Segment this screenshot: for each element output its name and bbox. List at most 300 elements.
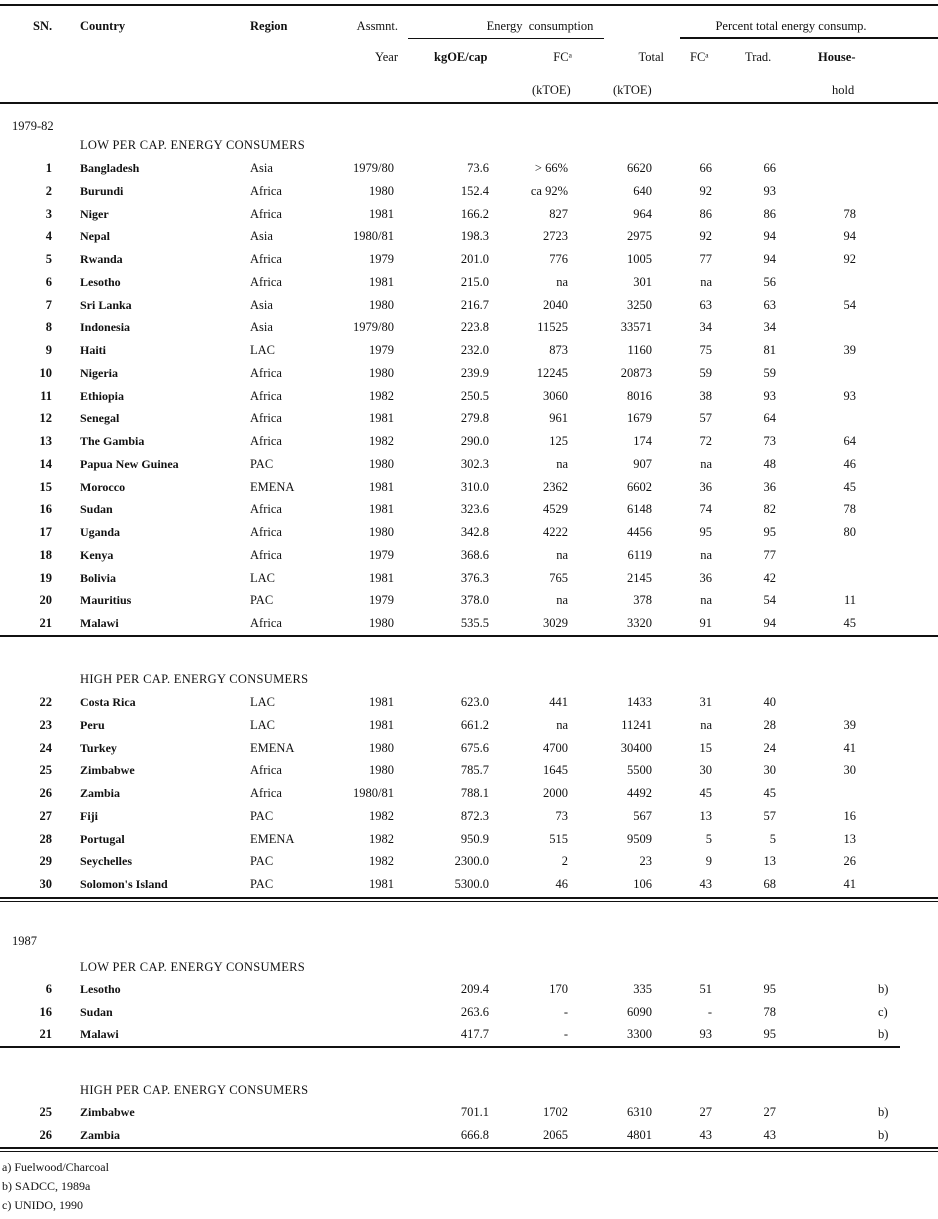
- table-row: [0, 548, 938, 564]
- group-title: HIGH PER CAP. ENERGY CONSUMERS: [80, 1083, 309, 1097]
- cell-total: 106: [633, 877, 652, 891]
- cell-fc-pct: 36: [699, 479, 712, 494]
- cell-fc-pct: 43: [699, 877, 712, 891]
- cell-country: Fiji: [80, 808, 98, 823]
- cell-note: c): [878, 1004, 888, 1019]
- cell-total: 335: [633, 982, 652, 996]
- cell-sn: 9: [45, 343, 52, 357]
- cell-fc: 46: [555, 877, 568, 891]
- cell-trad: 28: [763, 717, 776, 732]
- cell-household: 46: [843, 456, 856, 471]
- cell-region: PAC: [250, 808, 274, 823]
- cell-country: Malawi: [80, 1027, 119, 1041]
- table-row: [0, 434, 938, 450]
- cell-country: Lesotho: [80, 274, 121, 289]
- cell-kgoe: 198.3: [460, 229, 489, 244]
- table-row: [0, 389, 938, 405]
- header-country: Country: [80, 19, 126, 33]
- cell-year: 1981: [369, 502, 394, 517]
- table-row: [0, 786, 938, 802]
- cell-total: 23: [639, 854, 652, 869]
- cell-total: 6310: [627, 1105, 652, 1119]
- cell-kgoe: 623.0: [460, 695, 489, 709]
- table-row: [0, 298, 938, 314]
- table-row: [0, 616, 938, 632]
- header-percent-total: Percent total energy consump.: [715, 19, 867, 33]
- table-row: [0, 741, 938, 757]
- table-row: [0, 343, 938, 359]
- cell-fc-pct: 92: [699, 229, 712, 244]
- cell-trad: 66: [763, 161, 776, 175]
- cell-region: Africa: [250, 525, 282, 539]
- cell-country: Sudan: [80, 502, 113, 517]
- cell-household: 78: [843, 206, 856, 221]
- table-row: [0, 593, 938, 609]
- cell-country: Zimbabwe: [80, 1105, 135, 1119]
- cell-note: b): [878, 1027, 889, 1041]
- cell-country: Zambia: [80, 786, 121, 800]
- cell-sn: 7: [45, 297, 52, 312]
- cell-kgoe: 675.6: [460, 740, 489, 755]
- cell-trad: 40: [763, 695, 776, 709]
- cell-country: Bolivia: [80, 570, 117, 585]
- cell-region: EMENA: [250, 479, 295, 494]
- cell-region: EMENA: [250, 831, 295, 846]
- cell-country: Bangladesh: [80, 161, 140, 175]
- top-rule: [0, 4, 938, 6]
- cell-total: 640: [633, 183, 652, 198]
- cell-household: 94: [843, 229, 856, 244]
- cell-trad: 42: [763, 570, 776, 585]
- cell-sn: 10: [39, 365, 52, 380]
- cell-trad: 54: [763, 593, 776, 608]
- cell-fc: > 66%: [534, 161, 568, 175]
- table-row: [0, 1128, 938, 1144]
- cell-fc: 125: [549, 434, 568, 448]
- cell-note: b): [878, 982, 889, 996]
- cell-fc-pct: 63: [699, 297, 712, 312]
- cell-kgoe: 376.3: [460, 570, 489, 585]
- cell-country: Nigeria: [80, 365, 118, 380]
- cell-total: 5500: [627, 763, 652, 778]
- cell-household: 41: [843, 877, 856, 891]
- cell-trad: 81: [763, 343, 776, 357]
- header-sn: SN.: [33, 19, 53, 33]
- cell-trad: 56: [763, 274, 776, 289]
- cell-fc: -: [563, 1027, 568, 1041]
- cell-region: Africa: [250, 434, 282, 448]
- cell-region: Africa: [250, 365, 282, 380]
- table-double-rule-bottom: [0, 1151, 938, 1152]
- cell-fc: 2: [561, 854, 568, 869]
- cell-fc: 4222: [543, 525, 568, 539]
- header-trad: Trad.: [745, 50, 772, 64]
- cell-fc-pct: 13: [699, 808, 712, 823]
- cell-region: Africa: [250, 502, 282, 517]
- cell-year: 1982: [369, 854, 394, 869]
- cell-trad: 59: [763, 365, 776, 380]
- cell-year: 1979: [369, 593, 394, 608]
- cell-total: 2145: [627, 570, 652, 585]
- cell-sn: 18: [39, 547, 52, 562]
- cell-fc: 961: [549, 411, 568, 426]
- cell-sn: 20: [39, 593, 52, 608]
- cell-sn: 2: [45, 183, 52, 198]
- cell-year: 1979: [369, 547, 394, 562]
- cell-country: Haiti: [80, 343, 106, 357]
- cell-sn: 5: [45, 252, 52, 266]
- cell-fc-pct: na: [700, 456, 712, 471]
- cell-country: Malawi: [80, 616, 119, 630]
- cell-fc-pct: 34: [699, 320, 712, 335]
- cell-kgoe: 785.7: [460, 763, 489, 778]
- cell-fc: 4700: [543, 740, 568, 755]
- cell-sn: 16: [39, 502, 52, 517]
- period-label: 1987: [12, 934, 37, 948]
- group-title: LOW PER CAP. ENERGY CONSUMERS: [80, 960, 306, 974]
- cell-trad: 27: [763, 1105, 776, 1119]
- table-row: [0, 252, 938, 268]
- cell-trad: 94: [763, 616, 776, 630]
- cell-region: Asia: [250, 297, 273, 312]
- cell-year: 1982: [369, 434, 394, 448]
- cell-year: 1981: [369, 717, 394, 732]
- cell-year: 1981: [369, 695, 394, 709]
- cell-trad: 36: [763, 479, 776, 494]
- cell-region: Africa: [250, 183, 282, 198]
- cell-kgoe: 209.4: [460, 982, 489, 996]
- cell-household: 78: [843, 502, 856, 517]
- table-row: [0, 275, 938, 291]
- cell-household: 26: [843, 854, 856, 869]
- cell-region: PAC: [250, 877, 274, 891]
- cell-sn: 1: [45, 161, 52, 175]
- cell-trad: 63: [763, 297, 776, 312]
- group-title: LOW PER CAP. ENERGY CONSUMERS: [80, 138, 306, 152]
- header-kgoe: kgOE/cap: [434, 50, 488, 64]
- cell-household: 13: [843, 831, 856, 846]
- cell-region: PAC: [250, 854, 274, 869]
- cell-trad: 95: [763, 982, 776, 996]
- cell-fc: 4529: [543, 502, 568, 517]
- cell-kgoe: 263.6: [460, 1004, 489, 1019]
- cell-region: Africa: [250, 411, 282, 426]
- cell-fc: 765: [549, 570, 568, 585]
- table-row: [0, 320, 938, 336]
- cell-trad: 73: [763, 434, 776, 448]
- cell-country: Indonesia: [80, 320, 131, 335]
- cell-sn: 23: [39, 717, 52, 732]
- cell-country: Morocco: [80, 479, 126, 494]
- cell-total: 1679: [627, 411, 652, 426]
- cell-region: Africa: [250, 206, 282, 221]
- cell-fc-pct: 92: [699, 183, 712, 198]
- cell-trad: 48: [763, 456, 776, 471]
- cell-trad: 77: [763, 547, 776, 562]
- cell-fc-pct: 77: [699, 252, 712, 266]
- cell-year: 1980: [369, 740, 394, 755]
- cell-fc-pct: 9: [705, 854, 712, 869]
- header-assmnt: Assmnt.: [356, 19, 398, 33]
- cell-trad: 86: [763, 206, 776, 221]
- cell-trad: 45: [763, 786, 776, 800]
- header-fc-unit: (kTOE): [532, 83, 571, 97]
- cell-region: LAC: [250, 695, 275, 709]
- cell-kgoe: 201.0: [460, 252, 489, 266]
- cell-trad: 94: [763, 229, 776, 244]
- cell-kgoe: 239.9: [460, 365, 489, 380]
- cell-year: 1980: [369, 365, 394, 380]
- cell-country: Kenya: [80, 547, 114, 562]
- table-row: [0, 832, 938, 848]
- cell-household: 41: [843, 740, 856, 755]
- cell-region: Africa: [250, 252, 282, 266]
- cell-region: Africa: [250, 274, 282, 289]
- cell-sn: 14: [39, 456, 52, 471]
- cell-country: Ethiopia: [80, 388, 125, 403]
- cell-year: 1980: [369, 183, 394, 198]
- cell-total: 4801: [627, 1127, 652, 1142]
- cell-fc: na: [556, 456, 568, 471]
- table-row: [0, 982, 938, 998]
- cell-fc-pct: 38: [699, 388, 712, 403]
- cell-year: 1980: [369, 456, 394, 471]
- table-row: [0, 502, 938, 518]
- cell-trad: 93: [763, 183, 776, 198]
- cell-fc-pct: 43: [699, 1127, 712, 1142]
- cell-total: 378: [633, 593, 652, 608]
- cell-fc-pct: 72: [699, 434, 712, 448]
- header-bottom-rule: [0, 102, 938, 104]
- cell-fc-pct: 27: [699, 1105, 712, 1119]
- cell-total: 567: [633, 808, 652, 823]
- cell-fc-pct: 45: [699, 786, 712, 800]
- cell-country: Portugal: [80, 831, 125, 846]
- cell-country: Rwanda: [80, 252, 123, 266]
- cell-kgoe: 368.6: [460, 547, 489, 562]
- cell-fc: 2362: [543, 479, 568, 494]
- cell-country: Turkey: [80, 740, 117, 755]
- cell-year: 1982: [369, 388, 394, 403]
- cell-country: Burundi: [80, 183, 124, 198]
- cell-fc-pct: 31: [699, 695, 712, 709]
- cell-fc-pct: 74: [699, 502, 712, 517]
- cell-kgoe: 215.0: [460, 274, 489, 289]
- cell-country: Peru: [80, 717, 105, 732]
- cell-region: Africa: [250, 388, 282, 403]
- cell-fc: 776: [549, 252, 568, 266]
- cell-fc-pct: 75: [699, 343, 712, 357]
- cell-country: Costa Rica: [80, 695, 136, 709]
- cell-sn: 25: [39, 1105, 52, 1119]
- group-rule: [0, 1046, 900, 1048]
- cell-year: 1981: [369, 411, 394, 426]
- cell-region: Africa: [250, 616, 282, 630]
- cell-country: Sudan: [80, 1004, 113, 1019]
- cell-sn: 21: [39, 616, 52, 630]
- cell-region: Africa: [250, 786, 282, 800]
- table-row: [0, 763, 938, 779]
- cell-kgoe: 232.0: [460, 343, 489, 357]
- cell-fc: 2040: [543, 297, 568, 312]
- cell-country: Senegal: [80, 411, 120, 426]
- cell-total: 33571: [620, 320, 652, 335]
- table-row: [0, 184, 938, 200]
- cell-fc: 441: [549, 695, 568, 709]
- cell-sn: 12: [39, 411, 52, 426]
- cell-sn: 28: [39, 831, 52, 846]
- energy-group-rule: [408, 38, 604, 39]
- cell-sn: 25: [39, 763, 52, 778]
- cell-year: 1982: [369, 808, 394, 823]
- table-row: [0, 718, 938, 734]
- cell-region: Africa: [250, 763, 282, 778]
- header-household-1: House-: [818, 50, 856, 64]
- table-row: [0, 877, 938, 893]
- cell-total: 6620: [627, 161, 652, 175]
- cell-country: Zambia: [80, 1127, 121, 1142]
- header-household-2: hold: [832, 83, 855, 97]
- cell-country: Solomon's Island: [80, 877, 168, 891]
- cell-sn: 24: [39, 740, 52, 755]
- cell-year: 1981: [369, 479, 394, 494]
- cell-country: Sri Lanka: [80, 297, 132, 312]
- cell-country: Zimbabwe: [80, 763, 135, 778]
- cell-household: 11: [843, 593, 856, 608]
- cell-kgoe: 73.6: [467, 161, 489, 175]
- cell-sn: 27: [39, 808, 52, 823]
- cell-sn: 26: [39, 1127, 52, 1142]
- cell-trad: 34: [763, 320, 776, 335]
- footnote-b: b) SADCC, 1989a: [2, 1179, 91, 1193]
- cell-kgoe: 216.7: [460, 297, 489, 312]
- cell-total: 9509: [627, 831, 652, 846]
- table-row: [0, 1027, 938, 1043]
- cell-trad: 64: [763, 411, 776, 426]
- cell-note: b): [878, 1105, 889, 1119]
- cell-kgoe: 223.8: [460, 320, 489, 335]
- cell-total: 4492: [627, 786, 652, 800]
- cell-fc: na: [556, 274, 568, 289]
- cell-trad: 93: [763, 388, 776, 403]
- cell-household: 92: [843, 252, 856, 266]
- cell-kgoe: 950.9: [460, 831, 489, 846]
- cell-total: 174: [633, 434, 652, 448]
- cell-fc: 827: [549, 206, 568, 221]
- table-row: [0, 1005, 938, 1021]
- cell-fc: 3029: [543, 616, 568, 630]
- cell-trad: 95: [763, 525, 776, 539]
- cell-region: Asia: [250, 229, 273, 244]
- cell-total: 3320: [627, 616, 652, 630]
- header-energy-consumption: Energy consumption: [486, 19, 594, 33]
- cell-sn: 22: [39, 695, 52, 709]
- cell-fc: na: [556, 717, 568, 732]
- cell-total: 3250: [627, 297, 652, 312]
- cell-sn: 13: [39, 434, 52, 448]
- cell-total: 964: [633, 206, 652, 221]
- cell-country: Seychelles: [80, 854, 132, 869]
- table-row: [0, 457, 938, 473]
- cell-household: 16: [843, 808, 856, 823]
- cell-fc: 11525: [537, 320, 568, 335]
- cell-kgoe: 788.1: [460, 786, 489, 800]
- cell-household: 30: [843, 763, 856, 778]
- cell-total: 2975: [627, 229, 652, 244]
- table-row: [0, 854, 938, 870]
- cell-year: 1981: [369, 877, 394, 891]
- cell-country: Mauritius: [80, 593, 132, 608]
- cell-sn: 29: [39, 854, 52, 869]
- cell-year: 1980/81: [353, 229, 394, 244]
- cell-fc: na: [556, 547, 568, 562]
- cell-region: Asia: [250, 320, 273, 335]
- cell-total: 4456: [627, 525, 652, 539]
- cell-region: PAC: [250, 456, 274, 471]
- cell-trad: 82: [763, 502, 776, 517]
- cell-trad: 78: [763, 1004, 776, 1019]
- cell-trad: 43: [763, 1127, 776, 1142]
- cell-total: 20873: [620, 365, 652, 380]
- cell-total: 6119: [627, 547, 652, 562]
- cell-total: 6602: [627, 479, 652, 494]
- header-fc-pct: FCᵃ: [690, 50, 709, 64]
- cell-fc: 170: [549, 982, 568, 996]
- cell-trad: 24: [763, 740, 776, 755]
- table-row: [0, 161, 938, 177]
- cell-fc: 873: [549, 343, 568, 357]
- cell-kgoe: 535.5: [460, 616, 489, 630]
- cell-household: 45: [843, 616, 856, 630]
- cell-household: 93: [843, 388, 856, 403]
- section-double-rule-top: [0, 897, 938, 899]
- cell-region: LAC: [250, 343, 275, 357]
- cell-kgoe: 701.1: [460, 1105, 489, 1119]
- cell-kgoe: 2300.0: [454, 854, 489, 869]
- cell-total: 11241: [621, 717, 652, 732]
- cell-fc-pct: na: [700, 717, 712, 732]
- cell-kgoe: 5300.0: [454, 877, 489, 891]
- cell-kgoe: 290.0: [460, 434, 489, 448]
- cell-trad: 94: [763, 252, 776, 266]
- footnote-a: a) Fuelwood/Charcoal: [2, 1160, 109, 1174]
- cell-kgoe: 323.6: [460, 502, 489, 517]
- header-region: Region: [250, 19, 288, 33]
- cell-region: EMENA: [250, 740, 295, 755]
- cell-fc: 2723: [543, 229, 568, 244]
- cell-total: 1005: [627, 252, 652, 266]
- cell-kgoe: 250.5: [460, 388, 489, 403]
- cell-year: 1980/81: [353, 786, 394, 800]
- cell-household: 80: [843, 525, 856, 539]
- cell-trad: 5: [769, 831, 776, 846]
- table-row: [0, 229, 938, 245]
- cell-total: 8016: [627, 388, 652, 403]
- cell-total: 301: [633, 274, 652, 289]
- cell-kgoe: 661.2: [460, 717, 489, 732]
- cell-kgoe: 378.0: [460, 593, 489, 608]
- cell-kgoe: 152.4: [460, 183, 489, 198]
- cell-country: Lesotho: [80, 982, 121, 996]
- table-row: [0, 411, 938, 427]
- cell-sn: 4: [45, 229, 52, 244]
- cell-kgoe: 166.2: [460, 206, 489, 221]
- table-row: [0, 571, 938, 587]
- cell-year: 1979: [369, 252, 394, 266]
- period-label: 1979-82: [12, 119, 54, 133]
- table-row: [0, 480, 938, 496]
- cell-kgoe: 342.8: [460, 525, 489, 539]
